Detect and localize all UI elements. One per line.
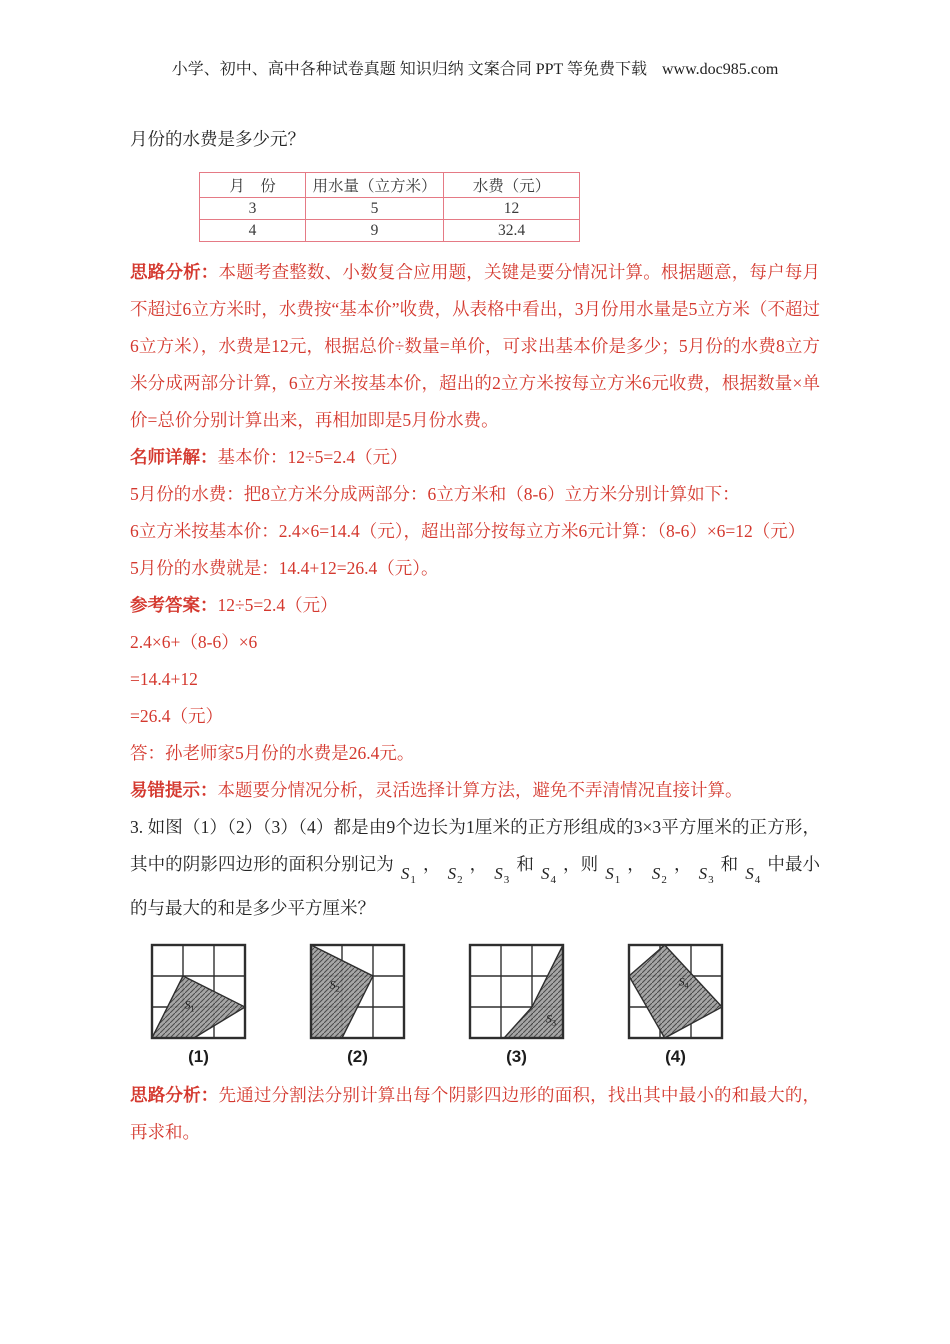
page-header	[0, 0, 950, 79]
tip-text: 本题要分情况分析，灵活选择计算方法，避免不弄清情况直接计算。	[217, 780, 743, 800]
question2-solution	[130, 254, 820, 809]
table-header-usage: 用水量（立方米）	[306, 173, 444, 198]
tip-paragraph	[130, 772, 820, 809]
document-body	[130, 127, 820, 1151]
analysis-text: 本题考查整数、小数复合应用题，关键是要分情况计算。根据题意，每户每月不超过6立方米时，水费按“基本价”收费，从表格中看出，3月份用水量是5立方米（不超过6立方米），水费是12元，根据总价÷数量=单价，可求出基本价是多少；5月份的水费8立方米分成两部分计算，6立方米按基本价，超出的2立方米按每立方米6元收费，根据数量×单价=总价分别计算出来，再相加即是5月份水费。	[130, 262, 821, 430]
table-row	[200, 220, 580, 242]
water-usage-table	[199, 172, 580, 242]
question2-intro: 月份的水费是多少元？	[130, 129, 305, 149]
explain-line: 6立方米按基本价：2.4×6=14.4（元），超出部分按每立方米6元计算：（8-6）×6=12（元）	[130, 521, 806, 541]
math-var-s2: $S_2$	[651, 864, 667, 886]
math-var-s3: $S_3$	[494, 864, 510, 886]
svg-text:S3: $S_3$	[545, 1011, 556, 1028]
grid-figure-2	[309, 943, 406, 1045]
table-cell-month: 4	[200, 220, 306, 242]
answer-line: 答：孙老师家5月份的水费是26.4元。	[130, 743, 415, 763]
figure-1	[150, 943, 247, 1067]
q3-comma: ，	[627, 854, 645, 874]
math-var-s3: $S_3$	[698, 864, 714, 886]
explain-label: 名师详解：	[130, 447, 218, 467]
question3-statement	[130, 809, 820, 927]
figure-1-caption: (1)	[188, 1047, 209, 1066]
explain-paragraph	[130, 439, 820, 476]
svg-text:S1: $S_1$	[184, 997, 195, 1014]
svg-text:S2: $S_2$	[329, 977, 340, 994]
question3-text	[130, 809, 820, 927]
explain-line: 5月份的水费就是：14.4+12=26.4（元）。	[130, 558, 439, 578]
table-header-fee: 水费（元）	[444, 173, 580, 198]
explain-line: 5月份的水费：把8立方米分成两部分：6立方米和（8-6）立方米分别计算如下：	[130, 484, 740, 504]
q3-comma: ，	[469, 854, 488, 874]
answer-line: =14.4+12	[130, 669, 198, 689]
q3-then: ，则	[562, 854, 599, 874]
table-header-month: 月 份	[200, 173, 306, 198]
table-cell-usage: 5	[306, 198, 444, 220]
table-cell-usage: 9	[306, 220, 444, 242]
analysis-label: 思路分析：	[130, 1085, 219, 1105]
math-var-s1: $S_1$	[605, 864, 621, 886]
tip-label: 易错提示：	[130, 780, 218, 800]
q3-text-before: 3. 如图（1）（2）（3）（4）都是由9个边长为1厘米的正方形组成的3×3平方厘米的正方形，其中的阴影四边形的面积分别记为	[130, 817, 820, 874]
math-var-s1: $S_1$	[400, 864, 416, 886]
table-cell-fee: 12	[444, 198, 580, 220]
site-url: www.doc985.com	[662, 61, 779, 78]
math-var-s2: $S_2$	[447, 864, 463, 886]
q3-comma: ，	[422, 854, 441, 874]
analysis-paragraph	[130, 1077, 820, 1151]
figure-4-caption: (4)	[665, 1047, 686, 1066]
grid-figure-3	[468, 943, 565, 1045]
answer-first-line: 12÷5=2.4（元）	[217, 595, 338, 615]
table-cell-fee: 32.4	[444, 220, 580, 242]
q3-and: 和	[516, 854, 534, 874]
math-var-s4: $S_4$	[745, 864, 761, 886]
q3-comma: ，	[673, 854, 692, 874]
answer-label: 参考答案：	[130, 595, 218, 615]
header-catalog-text: 小学、初中、高中各种试卷真题 知识归纳 文案合同 PPT 等免费下载	[171, 61, 647, 78]
grid-figure-1	[150, 943, 247, 1045]
q3-text-after: 中最小的与最大的和是多少平方厘米？	[130, 854, 821, 918]
figure-2-caption: (2)	[347, 1047, 368, 1066]
svg-text:S4: $S_4$	[678, 974, 689, 991]
explain-first-line: 基本价：12÷5=2.4（元）	[217, 447, 408, 467]
figure-3	[468, 943, 565, 1067]
grid-figure-4	[627, 943, 724, 1045]
figures-row	[130, 927, 820, 1067]
analysis-label: 思路分析：	[130, 262, 219, 282]
answer-line: =26.4（元）	[130, 706, 223, 726]
answer-paragraph	[130, 587, 820, 624]
analysis-text: 先通过分割法分别计算出每个阴影四边形的面积，找出其中最小的和最大的，再求和。	[130, 1085, 821, 1142]
table-row	[200, 198, 580, 220]
table-cell-month: 3	[200, 198, 306, 220]
answer-line: 2.4×6+（8-6）×6	[130, 632, 258, 652]
math-var-s4: $S_4$	[540, 864, 556, 886]
figure-4	[627, 943, 724, 1067]
figure-2	[309, 943, 406, 1067]
q3-and: 和	[720, 854, 739, 874]
table-header-row	[200, 173, 580, 198]
analysis-paragraph	[130, 254, 820, 439]
figure-3-caption: (3)	[506, 1047, 527, 1066]
question3-analysis	[130, 1077, 820, 1151]
